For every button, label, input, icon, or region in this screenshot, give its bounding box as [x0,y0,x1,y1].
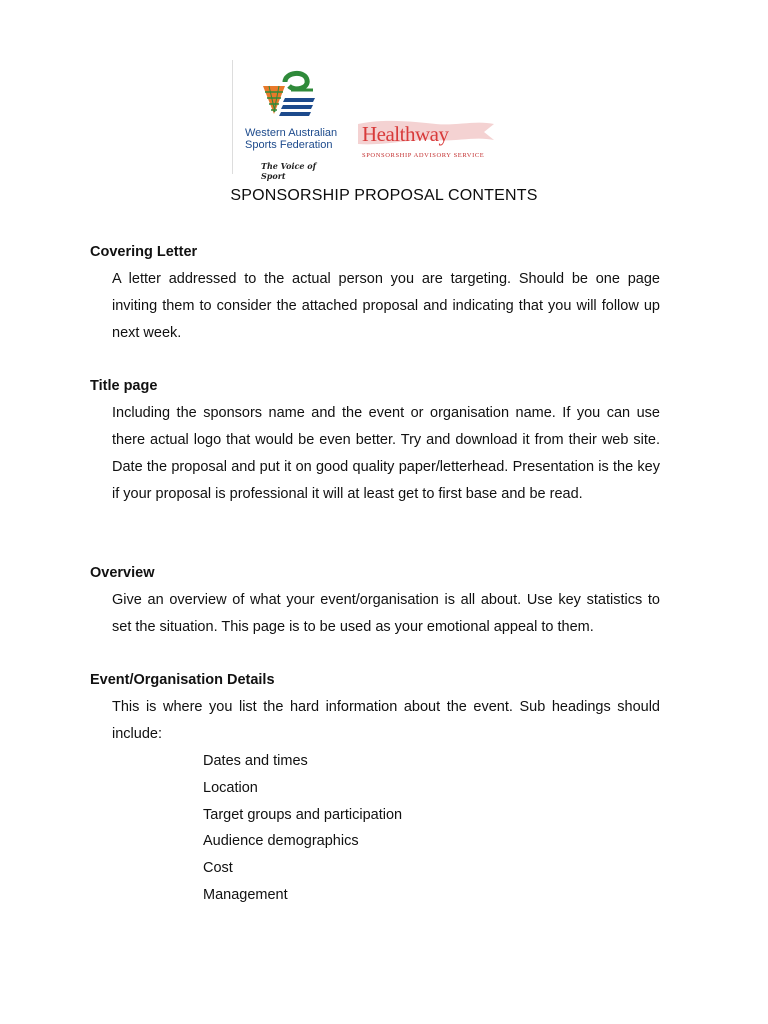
healthway-wordmark: Healthway [362,122,449,146]
wasf-name-line1: Western Australian [245,127,338,139]
list-item: Cost [203,860,233,877]
section-body: Including the sponsors name and the event or organisation name. If you can use there actual logo that would be even better. Try and download it from their web site. Date the proposal and put it on good quality paper/letterhead. Presentation is the key if your proposal is professional it will at least get to first base and be read. [112,405,660,502]
section-title-page [90,376,660,508]
section-heading: Overview [90,565,155,581]
section-body: A letter addressed to the actual person you are targeting. Should be one page inviting them to consider the attached proposal and indicating that you will follow up next week. [112,271,660,341]
document-title: SPONSORSHIP PROPOSAL CONTENTS [230,187,538,204]
healthway-subtitle: SPONSORSHIP ADVISORY SERVICE [362,152,485,159]
section-overview [90,563,660,641]
section-covering-letter [90,242,660,347]
section-body: This is where you list the hard information about the event. Sub headings should include: [112,699,660,742]
list-item: Management [203,886,288,903]
list-item: Location [203,779,258,796]
section-body: Give an overview of what your event/organisation is all about. Use key statistics to set the situation. This page is to be used as your emotional appeal to them. [112,592,660,635]
section-event-details [90,670,660,909]
section-heading: Event/Organisation Details [90,672,275,688]
wasf-name [245,127,341,151]
wasf-tagline: The Voice of Sport [261,161,317,181]
wasf-name-line2: Sports Federation [245,139,333,151]
logo-header [232,60,502,181]
list-item: Audience demographics [203,833,359,850]
healthway-logo [356,118,496,170]
list-item: Target groups and participation [203,806,403,823]
wasf-logo [232,60,341,181]
wasf-emblem-icon [255,68,319,124]
list-item: Dates and times [203,753,308,769]
section-heading: Title page [90,378,158,394]
section-heading: Covering Letter [90,244,198,260]
subheading-list [203,748,660,909]
